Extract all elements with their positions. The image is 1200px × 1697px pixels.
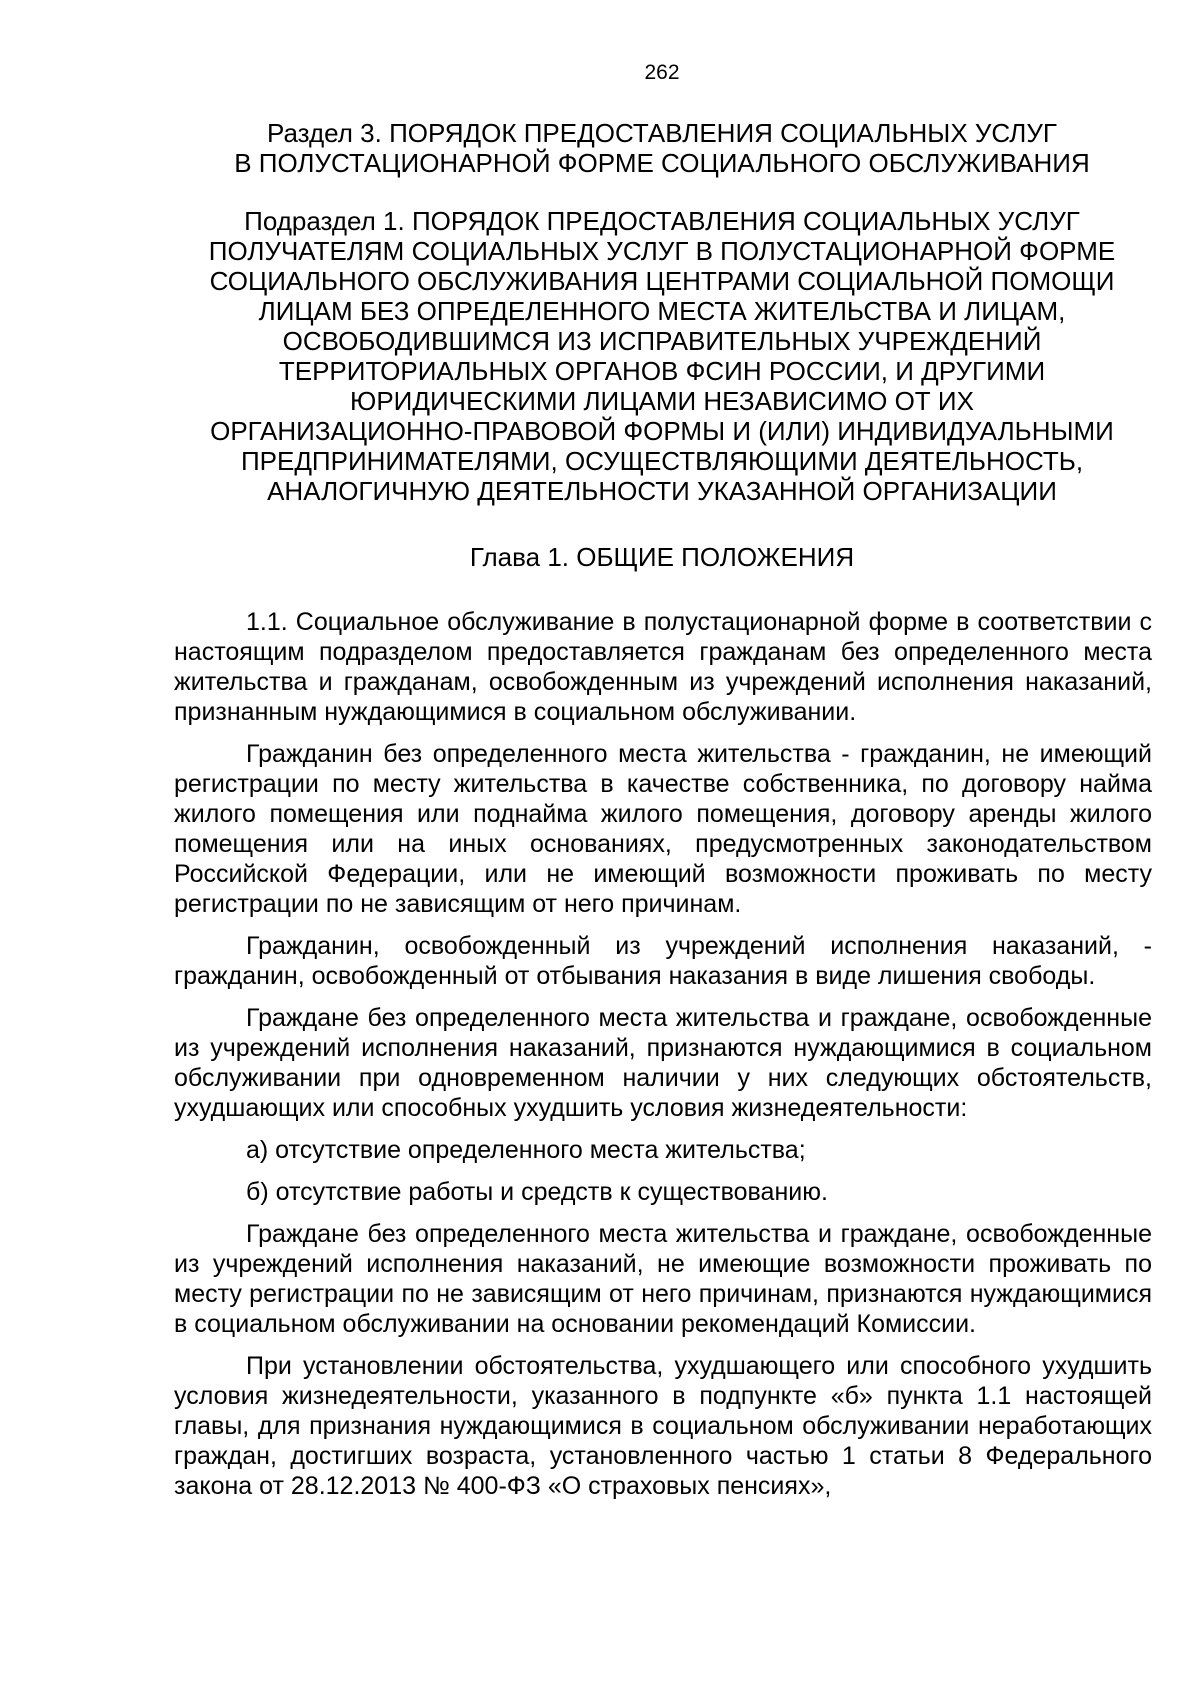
subsection-title [0,206,1200,506]
subsection-title-line: СОЦИАЛЬНОГО ОБСЛУЖИВАНИЯ ЦЕНТРАМИ СОЦИАЛЬНОЙ ПОМОЩИ [209,266,1115,296]
subsection-title-line: Подраздел 1. ПОРЯДОК ПРЕДОСТАВЛЕНИЯ СОЦИАЛЬНЫХ УСЛУГ [244,206,1080,236]
paragraph: При установлении обстоятельства, ухудшающего или способного ухудшить условия жизнедеятельности, указанного в подпункте «б» пункта 1.1 настоящей главы, для признания нуждающимися в социальном обслуживании неработающих граждан, достигших возраста, установленного частью 1 статьи 8 Федерального закона от 28.12.2013 № 400-ФЗ «О страховых пенсиях», [174,1352,1152,1500]
section-title-line: Раздел 3. ПОРЯДОК ПРЕДОСТАВЛЕНИЯ СОЦИАЛЬНЫХ УСЛУГ [267,118,1057,148]
subsection-title-line: АНАЛОГИЧНУЮ ДЕЯТЕЛЬНОСТИ УКАЗАННОЙ ОРГАНИЗАЦИИ [267,476,1057,506]
chapter-title: Глава 1. ОБЩИЕ ПОЛОЖЕНИЯ [469,542,855,572]
subsection-title-line: ЮРИДИЧЕСКИМИ ЛИЦАМИ НЕЗАВИСИМО ОТ ИХ [350,386,974,416]
paragraph: Граждане без определенного места жительства и граждане, освобожденные из учреждений исполнения наказаний, не имеющие возможности проживать по месту регистрации по не зависящим от него причинам, признаются нуждающимися в социальном обслуживании на основании рекомендаций Комиссии. [174,1220,1152,1338]
section-title-line: В ПОЛУСТАЦИОНАРНОЙ ФОРМЕ СОЦИАЛЬНОГО ОБСЛУЖИВАНИЯ [234,148,1090,178]
subsection-title-line: ПРЕДПРИНИМАТЕЛЯМИ, ОСУЩЕСТВЛЯЮЩИМИ ДЕЯТЕЛЬНОСТЬ, [240,446,1084,476]
subsection-title-line: ОСВОБОДИВШИМСЯ ИЗ ИСПРАВИТЕЛЬНЫХ УЧРЕЖДЕНИЙ [282,326,1042,356]
page-number: 262 [644,61,680,84]
body-text [174,607,1152,1513]
list-item: б) отсутствие работы и средств к существованию. [246,1178,828,1206]
section-title [0,118,1200,178]
subsection-title-line: ЛИЦАМ БЕЗ ОПРЕДЕЛЕННОГО МЕСТА ЖИТЕЛЬСТВА И ЛИЦАМ, [258,296,1066,326]
subsection-title-line: ТЕРРИТОРИАЛЬНЫХ ОРГАНОВ ФСИН РОССИИ, И ДРУГИМИ [278,356,1046,386]
subsection-title-line: ОРГАНИЗАЦИОННО-ПРАВОВОЙ ФОРМЫ И (ИЛИ) ИНДИВИДУАЛЬНЫМИ [210,416,1114,446]
list-item: а) отсутствие определенного места жительства; [246,1136,806,1164]
paragraph: Гражданин, освобожденный из учреждений исполнения наказаний, - гражданин, освобожденный от отбывания наказания в виде лишения свободы. [174,932,1152,990]
subsection-title-line: ПОЛУЧАТЕЛЯМ СОЦИАЛЬНЫХ УСЛУГ В ПОЛУСТАЦИОНАРНОЙ ФОРМЕ [208,236,1116,266]
paragraph: Гражданин без определенного места жительства - гражданин, не имеющий регистрации по месту жительства в качестве собственника, по договору найма жилого помещения или поднайма жилого помещения, договору аренды жилого помещения или на иных основаниях, предусмотренных законодательством Российской Федерации, или не имеющий возможности проживать по месту регистрации по не зависящим от него причинам. [174,740,1152,918]
paragraph: 1.1. Социальное обслуживание в полустационарной форме в соответствии с настоящим подразделом предоставляется гражданам без определенного места жительства и гражданам, освобожденным из учреждений исполнения наказаний, признанным нуждающимися в социальном обслуживании. [174,608,1152,726]
paragraph: Граждане без определенного места жительства и граждане, освобожденные из учреждений исполнения наказаний, признаются нуждающимися в социальном обслуживании при одновременном наличии у них следующих обстоятельств, ухудшающих или способных ухудшить условия жизнедеятельности: [174,1004,1152,1122]
